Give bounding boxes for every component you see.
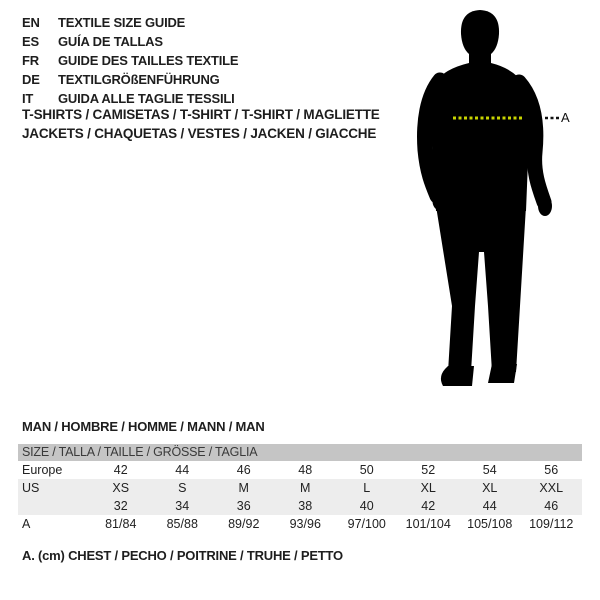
language-code: EN <box>22 15 40 30</box>
row-label: US <box>22 481 40 495</box>
table-cell: 40 <box>359 499 374 513</box>
section-title-man: MAN / HOMBRE / HOMME / MANN / MAN <box>22 419 265 434</box>
language-code: FR <box>22 53 39 68</box>
language-title-list <box>22 13 238 108</box>
table-cell: 34 <box>175 499 190 513</box>
table-cell: 50 <box>359 463 374 477</box>
table-cell: 44 <box>482 499 497 513</box>
table-cell: L <box>363 481 371 495</box>
table-cell: 52 <box>421 463 436 477</box>
table-cell: 48 <box>298 463 313 477</box>
table-cell: 36 <box>236 499 251 513</box>
language-code: DE <box>22 72 40 87</box>
table-row-chest-cm <box>18 515 582 533</box>
table-cell: 89/92 <box>228 517 260 531</box>
language-code: ES <box>22 34 39 49</box>
table-cell: 44 <box>175 463 190 477</box>
garment-categories <box>22 106 380 143</box>
language-row <box>22 32 238 51</box>
guide-title: TEXTILGRÖßENFÜHRUNG <box>58 72 220 87</box>
table-cell: XS <box>112 481 130 495</box>
table-cell: 42 <box>113 463 128 477</box>
table-cell: 46 <box>544 499 559 513</box>
guide-title: TEXTILE SIZE GUIDE <box>58 15 186 30</box>
guide-title: GUIDE DES TAILLES TEXTILE <box>58 53 239 68</box>
table-cell: 42 <box>421 499 436 513</box>
man-silhouette <box>425 10 552 386</box>
table-cell: S <box>178 481 187 495</box>
table-cell: XL <box>482 481 498 495</box>
category-line-tshirts: T-SHIRTS / CAMISETAS / T-SHIRT / T-SHIRT / MAGLIETTE <box>22 107 380 122</box>
language-row <box>22 13 238 32</box>
table-cell: 38 <box>298 499 313 513</box>
size-table-header: SIZE / TALLA / TAILLE / GRÖSSE / TAGLIA <box>18 444 582 461</box>
table-cell: M <box>238 481 249 495</box>
guide-title: GUIDA ALLE TAGLIE TESSILI <box>58 91 235 106</box>
table-cell: 101/104 <box>405 517 451 531</box>
table-cell: 32 <box>113 499 128 513</box>
measure-point-label: A <box>561 110 570 125</box>
table-cell: XL <box>420 481 436 495</box>
table-cell: 54 <box>482 463 497 477</box>
row-label: Europe <box>22 463 63 477</box>
table-cell: XXL <box>539 481 564 495</box>
table-row-us-numeric <box>18 497 582 515</box>
table-row-europe <box>18 461 582 479</box>
table-row-us-letter <box>18 479 582 497</box>
table-cell: 56 <box>544 463 559 477</box>
measure-footnote: A. (cm) CHEST / PECHO / POITRINE / TRUHE / PETTO <box>22 548 343 563</box>
language-row <box>22 51 238 70</box>
language-code: IT <box>22 91 34 106</box>
man-silhouette-figure <box>398 6 568 396</box>
table-cell: 105/108 <box>467 517 513 531</box>
guide-title: GUÍA DE TALLAS <box>58 34 163 49</box>
category-line-jackets: JACKETS / CHAQUETAS / VESTES / JACKEN / GIACCHE <box>22 125 377 141</box>
table-cell: 46 <box>236 463 251 477</box>
table-cell: 81/84 <box>105 517 137 531</box>
table-cell: 85/88 <box>166 517 198 531</box>
table-cell: 109/112 <box>529 517 574 531</box>
table-cell: M <box>300 481 311 495</box>
language-row <box>22 70 238 89</box>
row-label <box>18 497 90 515</box>
size-table <box>18 444 582 533</box>
row-label: A <box>22 517 31 531</box>
table-cell: 93/96 <box>289 517 321 531</box>
table-cell: 97/100 <box>347 517 386 531</box>
